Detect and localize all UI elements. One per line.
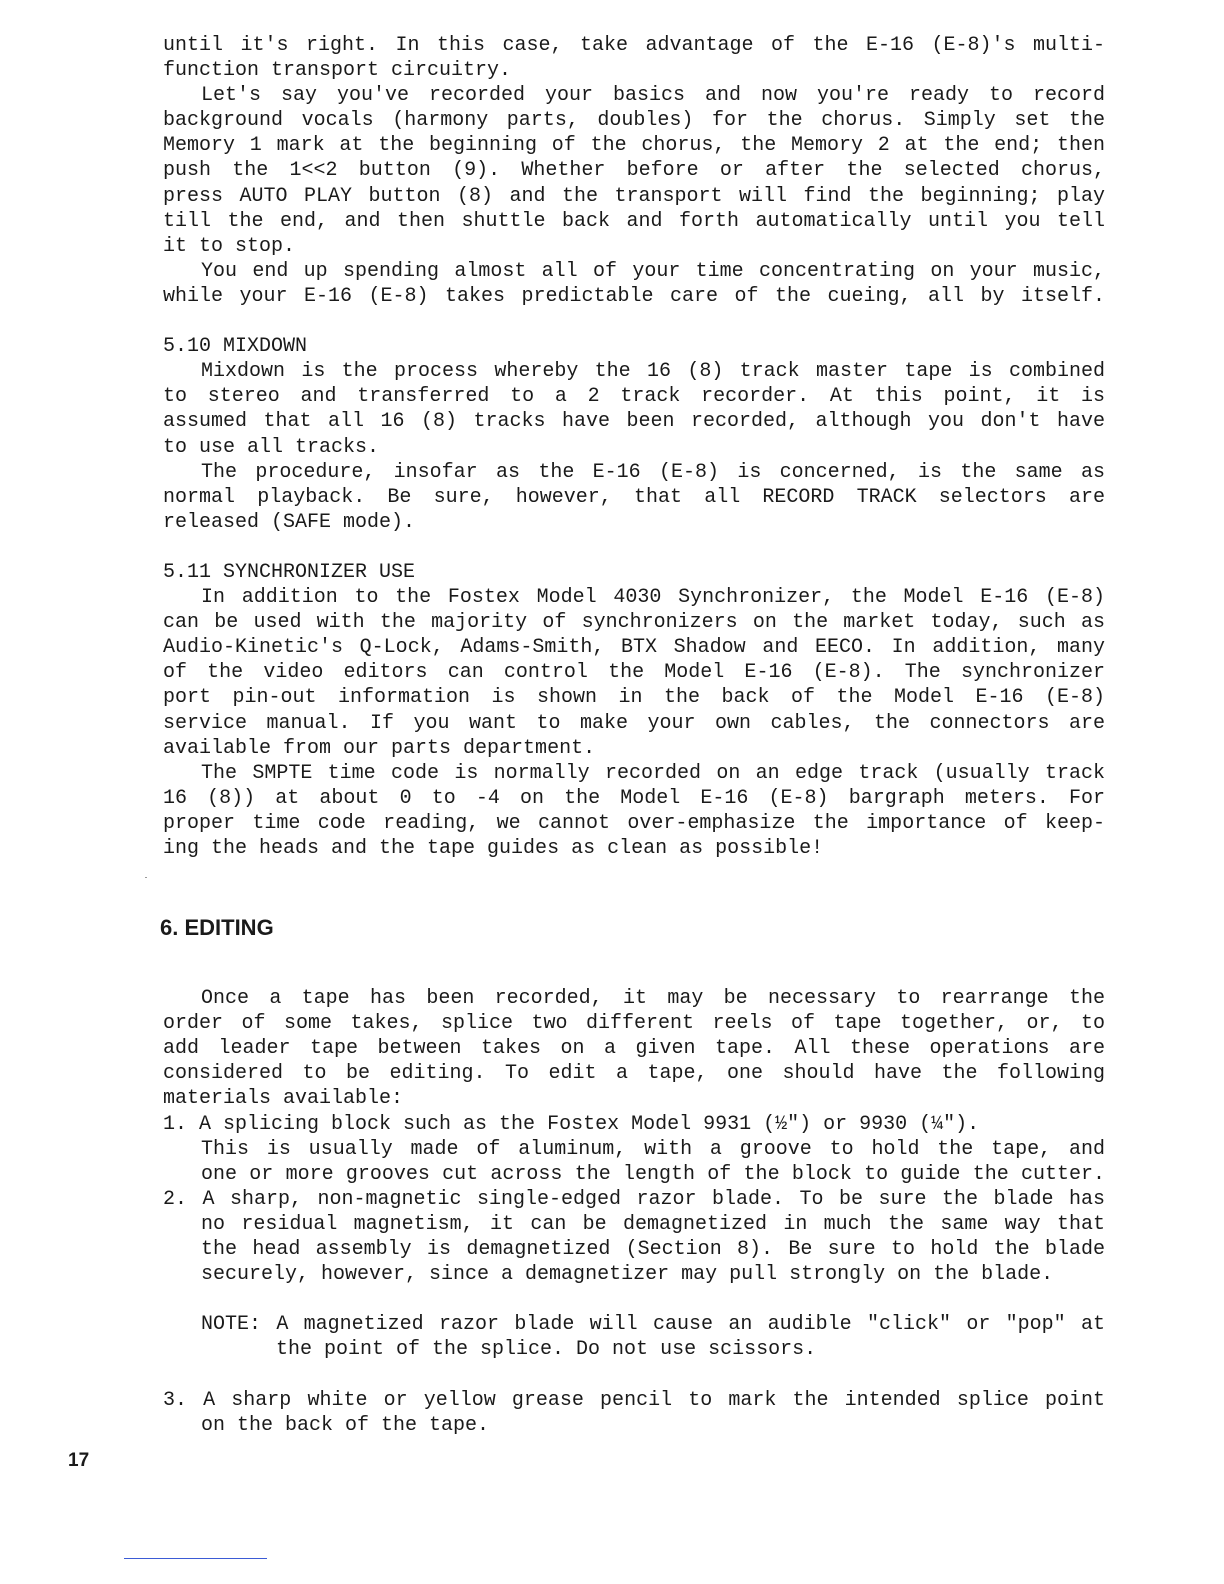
text-line: to stereo and transferred to a 2 track recorder. At this point, it is (163, 385, 1105, 409)
text-line: proper time code reading, we cannot over-emphasize the importance of keep- (163, 811, 1105, 835)
text-line: press AUTO PLAY button (8) and the transport will find the beginning; play (163, 184, 1105, 208)
text-line: Once a tape has been recorded, it may be necessary to rearrange the (201, 987, 1105, 1011)
text-line: The SMPTE time code is normally recorded on an edge track (usually track (201, 761, 1105, 785)
section-mixdown (163, 334, 1105, 535)
text-line: the head assembly is demagnetized (Section 8). Be sure to hold the blade (201, 1238, 1105, 1262)
text-line: Audio-Kinetic's Q-Lock, Adams-Smith, BTX Shadow and EECO. In addition, many (163, 636, 1105, 660)
text-line: assumed that all 16 (8) tracks have been recorded, although you don't have (163, 410, 1105, 434)
page-number: 17 (68, 1450, 90, 1471)
text-line: NOTE: A magnetized razor blade will cause an audible "click" or "pop" at (201, 1313, 1105, 1337)
text-line: securely, however, since a demagnetizer may pull strongly on the blade. (201, 1263, 1054, 1287)
text-line: to use all tracks. (163, 435, 380, 459)
text-line: port pin-out information is shown in the back of the Model E-16 (E-8) (163, 686, 1105, 710)
text-line: normal playback. Be sure, however, that all RECORD TRACK selectors are (163, 485, 1105, 509)
text-line: considered to be editing. To edit a tape, one should have the following (163, 1062, 1105, 1086)
text-line: 16 (8)) at about 0 to -4 on the Model E-16 (E-8) bargraph meters. For (163, 786, 1105, 810)
text-line: materials available: (163, 1087, 404, 1111)
text-line: 2. A sharp, non-magnetic single-edged razor blade. To be sure the blade has (163, 1187, 1105, 1211)
section-editing (163, 986, 1105, 1438)
text-line: available from our parts department. (163, 736, 596, 760)
text-line: You end up spending almost all of your time concentrating on your music, (201, 259, 1105, 283)
intro-paragraphs (163, 33, 1105, 309)
text-line: push the 1<<2 button (9). Whether before or after the selected chorus, (163, 159, 1105, 183)
text-line: 3. A sharp white or yellow grease pencil to mark the intended splice point (163, 1388, 1105, 1412)
text-line: ing the heads and the tape guides as clean as possible! (163, 837, 824, 860)
text-line: no residual magnetism, it can be demagnetized in much the same way that (201, 1212, 1105, 1236)
text-line: it to stop. (163, 234, 296, 258)
text-line: 1. A splicing block such as the Fostex Model 9931 (½") or 9930 (¼"). (163, 1112, 980, 1136)
text-line: until it's right. In this case, take advantage of the E-16 (E-8)'s multi- (163, 34, 1105, 57)
text-line: The procedure, insofar as the E-16 (E-8) is concerned, is the same as (201, 460, 1105, 484)
text-line: background vocals (harmony parts, doubles) for the chorus. Simply set the (163, 109, 1105, 133)
section-heading: 5.10 MIXDOWN (163, 335, 308, 359)
text-line: order of some takes, splice two different reels of tape together, or, to (163, 1012, 1105, 1036)
text-line: Mixdown is the process whereby the 16 (8) track master tape is combined (201, 360, 1105, 384)
text-line: one or more grooves cut across the length of the block to guide the cutter. (201, 1162, 1105, 1186)
text-line: can be used with the majority of synchronizers on the market today, such as (163, 611, 1105, 635)
text-line: service manual. If you want to make your own cables, the connectors are (163, 711, 1105, 735)
text-line: Memory 1 mark at the beginning of the chorus, the Memory 2 at the end; then (163, 134, 1105, 158)
note-block (163, 1312, 1105, 1362)
list-item (163, 1388, 1105, 1438)
document-page (160, 33, 1105, 1438)
text-line: This is usually made of aluminum, with a groove to hold the tape, and (201, 1137, 1105, 1161)
text-line: the point of the splice. Do not use scissors. (276, 1338, 817, 1362)
list-item (163, 1187, 1105, 1287)
section-synchronizer (163, 560, 1105, 861)
chapter-heading: 6. EDITING (160, 915, 274, 941)
section-heading: 5.11 SYNCHRONIZER USE (163, 560, 416, 584)
text-line: function transport circuitry. (163, 59, 512, 83)
text-line: till the end, and then shuttle back and forth automatically until you tell (163, 209, 1105, 233)
list-item (163, 1112, 1105, 1187)
text-line: add leader tape between takes on a given tape. All these operations are (163, 1037, 1105, 1061)
text-line: while your E-16 (E-8) takes predictable care of the cueing, all by itself. (163, 284, 1105, 308)
text-line: released (SAFE mode). (163, 510, 416, 534)
text-line: Let's say you've recorded your basics and now you're ready to record (201, 84, 1105, 108)
text-line: In addition to the Fostex Model 4030 Synchronizer, the Model E-16 (E-8) (201, 586, 1105, 610)
text-line: of the video editors can control the Model E-16 (E-8). The synchronizer (163, 661, 1105, 685)
scan-speck (145, 877, 147, 878)
text-line: on the back of the tape. (201, 1413, 490, 1437)
footer-rule (124, 1558, 267, 1559)
